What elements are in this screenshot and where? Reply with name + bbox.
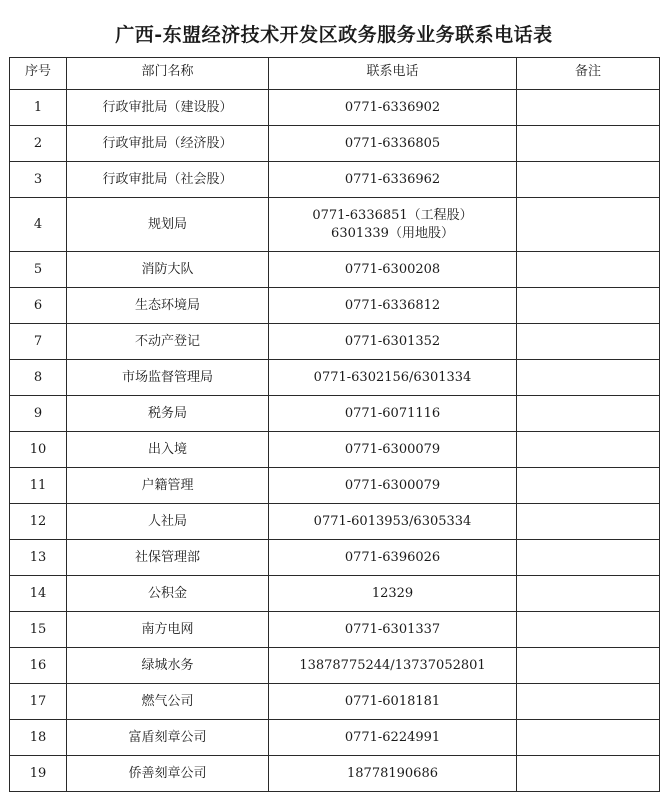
department-name: 行政审批局（建设股） [67, 90, 269, 126]
phone-number: 0771-6300208 [344, 261, 441, 277]
department-name: 不动产登记 [67, 324, 269, 360]
phone-number: 0771-6336812 [344, 297, 441, 313]
phone-cell [269, 756, 517, 792]
table-row [10, 756, 660, 792]
phone-number: 0771-6302156/6301334 [313, 369, 472, 385]
phone-cell [269, 324, 517, 360]
table-row [10, 720, 660, 756]
department-name: 行政审批局（社会股） [67, 162, 269, 198]
phone-cell [269, 288, 517, 324]
table-row [10, 162, 660, 198]
phone-cell [269, 648, 517, 684]
department-name: 生态环境局 [67, 288, 269, 324]
note-cell [517, 648, 660, 684]
phone-number: 18778190686 [347, 765, 438, 781]
phone-cell [269, 684, 517, 720]
department-name: 侨善刻章公司 [67, 756, 269, 792]
department-name: 规划局 [67, 198, 269, 252]
row-number: 10 [10, 432, 67, 468]
row-number: 5 [10, 252, 67, 288]
phone-number: 6301339（用地股） [331, 225, 454, 241]
phone-number: 0771-6018181 [344, 693, 441, 709]
department-name: 消防大队 [67, 252, 269, 288]
note-cell [517, 162, 660, 198]
note-cell [517, 504, 660, 540]
department-name: 公积金 [67, 576, 269, 612]
table-row [10, 468, 660, 504]
note-cell [517, 756, 660, 792]
phone-cell [269, 468, 517, 504]
table-row [10, 432, 660, 468]
header-note: 备注 [517, 58, 660, 90]
header-row [10, 58, 660, 90]
note-cell [517, 720, 660, 756]
table-row [10, 396, 660, 432]
phone-number: 0771-6336851（工程股） [312, 207, 473, 223]
department-name: 行政审批局（经济股） [67, 126, 269, 162]
row-number: 8 [10, 360, 67, 396]
table-row [10, 126, 660, 162]
phone-cell [269, 198, 517, 252]
phone-cell [269, 252, 517, 288]
row-number: 7 [10, 324, 67, 360]
row-number: 1 [10, 90, 67, 126]
phone-cell [269, 576, 517, 612]
note-cell [517, 432, 660, 468]
department-name: 税务局 [67, 396, 269, 432]
table-body [10, 90, 660, 792]
row-number: 11 [10, 468, 67, 504]
department-name: 南方电网 [67, 612, 269, 648]
phone-cell [269, 504, 517, 540]
note-cell [517, 612, 660, 648]
note-cell [517, 468, 660, 504]
phone-number: 0771-6301352 [344, 333, 441, 349]
note-cell [517, 396, 660, 432]
department-name: 富盾刻章公司 [67, 720, 269, 756]
table-row [10, 540, 660, 576]
table-row [10, 684, 660, 720]
department-name: 人社局 [67, 504, 269, 540]
row-number: 19 [10, 756, 67, 792]
table-row [10, 288, 660, 324]
phone-cell [269, 432, 517, 468]
note-cell [517, 684, 660, 720]
row-number: 14 [10, 576, 67, 612]
row-number: 9 [10, 396, 67, 432]
phone-number: 0771-6300079 [344, 477, 441, 493]
row-number: 18 [10, 720, 67, 756]
phone-cell [269, 126, 517, 162]
table-row [10, 504, 660, 540]
department-name: 市场监督管理局 [67, 360, 269, 396]
note-cell [517, 576, 660, 612]
note-cell [517, 540, 660, 576]
phone-cell [269, 612, 517, 648]
table-row [10, 324, 660, 360]
row-number: 15 [10, 612, 67, 648]
department-name: 出入境 [67, 432, 269, 468]
department-name: 燃气公司 [67, 684, 269, 720]
header-dept: 部门名称 [67, 58, 269, 90]
phone-number: 0771-6301337 [344, 621, 441, 637]
phone-cell [269, 90, 517, 126]
table-row [10, 90, 660, 126]
phone-number: 0771-6224991 [344, 729, 441, 745]
phone-cell [269, 162, 517, 198]
row-number: 4 [10, 198, 67, 252]
table-row [10, 198, 660, 252]
header-no: 序号 [10, 58, 67, 90]
table-row [10, 576, 660, 612]
phone-number: 0771-6336902 [344, 99, 441, 115]
row-number: 16 [10, 648, 67, 684]
row-number: 17 [10, 684, 67, 720]
phone-number: 0771-6336805 [344, 135, 441, 151]
page-title: 广西-东盟经济技术开发区政务服务业务联系电话表 [115, 24, 553, 46]
table-row [10, 360, 660, 396]
phone-number: 0771-6300079 [344, 441, 441, 457]
phone-number: 12329 [371, 585, 414, 601]
note-cell [517, 288, 660, 324]
table-row [10, 252, 660, 288]
department-name: 户籍管理 [67, 468, 269, 504]
phone-number: 13878775244/13737052801 [299, 657, 486, 673]
phone-number: 0771-6071116 [344, 405, 441, 421]
contact-table [9, 57, 660, 792]
phone-number: 0771-6013953/6305334 [313, 513, 472, 529]
phone-number: 0771-6396026 [344, 549, 441, 565]
note-cell [517, 360, 660, 396]
table-row [10, 612, 660, 648]
note-cell [517, 252, 660, 288]
note-cell [517, 126, 660, 162]
row-number: 12 [10, 504, 67, 540]
phone-cell [269, 360, 517, 396]
row-number: 13 [10, 540, 67, 576]
phone-cell [269, 396, 517, 432]
note-cell [517, 90, 660, 126]
phone-cell [269, 720, 517, 756]
row-number: 6 [10, 288, 67, 324]
phone-cell [269, 540, 517, 576]
header-phone: 联系电话 [269, 58, 517, 90]
row-number: 3 [10, 162, 67, 198]
department-name: 社保管理部 [67, 540, 269, 576]
row-number: 2 [10, 126, 67, 162]
table-row [10, 648, 660, 684]
department-name: 绿城水务 [67, 648, 269, 684]
note-cell [517, 198, 660, 252]
phone-number: 0771-6336962 [344, 171, 441, 187]
note-cell [517, 324, 660, 360]
